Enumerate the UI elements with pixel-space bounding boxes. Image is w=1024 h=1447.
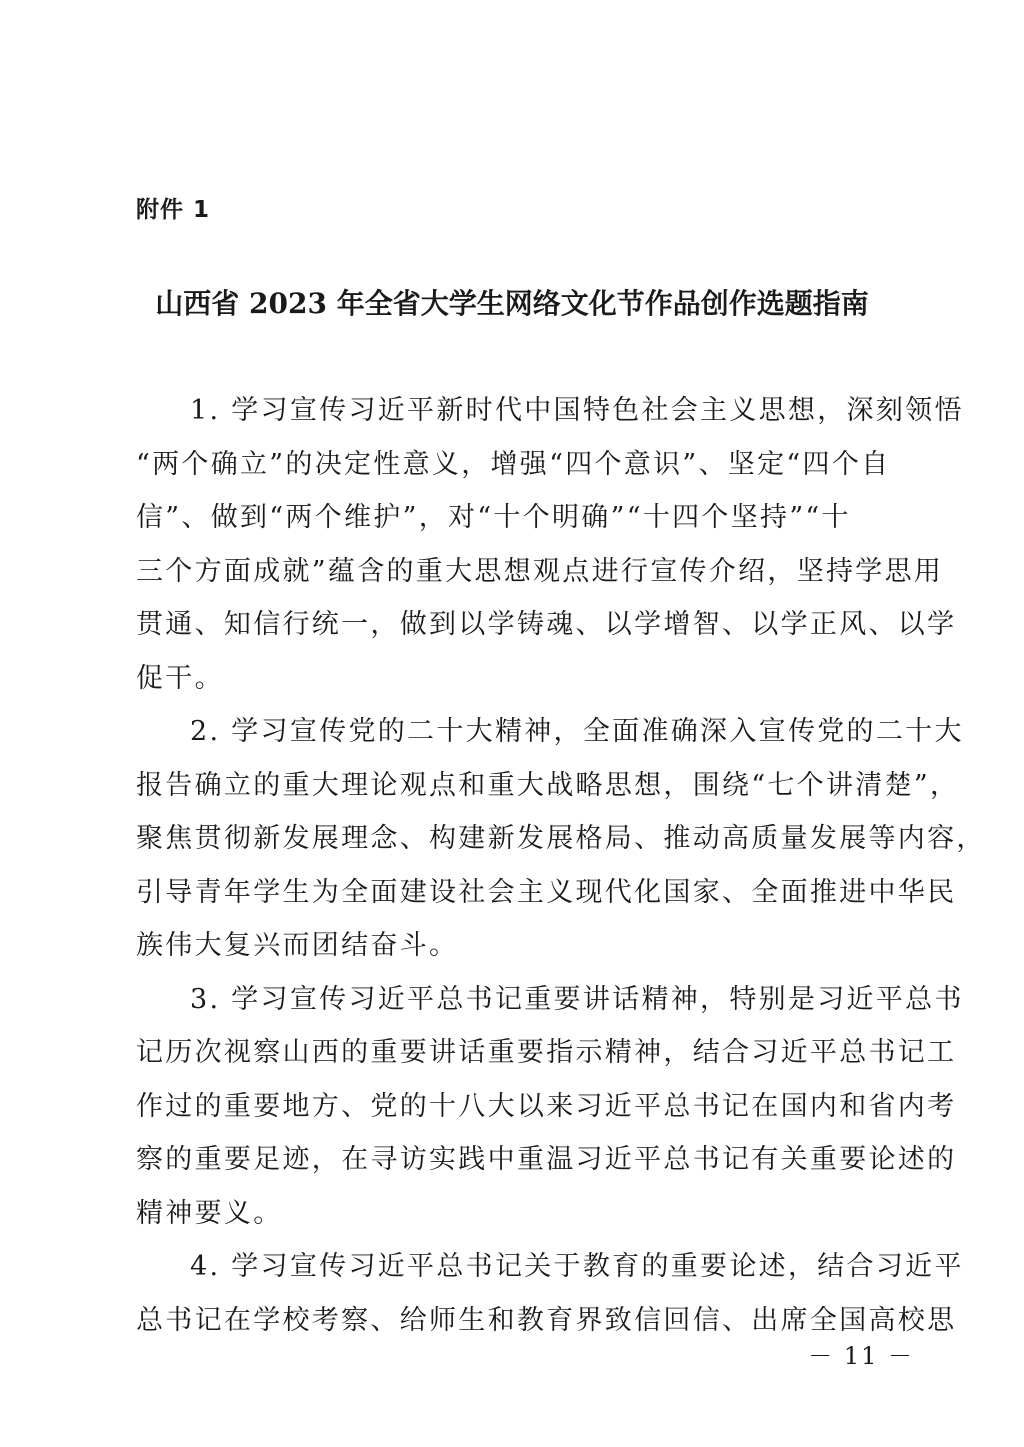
paragraph-line: 信”、做到“两个维护”，对“十个明确”“十四个坚持”“十 [136,502,851,533]
paragraph-line: 族伟大复兴而团结奋斗。 [136,930,459,961]
paragraph-line: 促干。 [136,662,224,694]
document-title: 山西省 2023 年全省大学生网络文化节作品创作选题指南 [155,287,869,320]
paragraph-line: 察的重要足迹，在寻访实践中重温习近平总书记有关重要论述的 [136,1144,957,1175]
paragraph-line: 3. 学习宣传习近平总书记重要讲话精神，特别是习近平总书 [190,983,964,1015]
paragraph-line: 作过的重要地方、党的十八大以来习近平总书记在国内和省内考 [136,1090,957,1122]
paragraph-3 [136,973,964,1241]
paragraph-line: 4. 学习宣传习近平总书记关于教育的重要论述，结合习近平 [190,1251,964,1282]
paragraph-line: 引导青年学生为全面建设社会主义现代化国家、全面推进中华民 [136,876,957,908]
paragraph-line: “两个确立”的决定性意义，增强“四个意识”、坚定“四个自 [136,448,891,480]
paragraph-line: 贯通、知信行统一，做到以学铸魂、以学增智、以学正风、以学 [136,609,957,640]
paragraph-2 [136,705,986,973]
paragraph-line: 报告确立的重大理论观点和重大战略思想，围绕“七个讲清楚”， [136,769,960,801]
paragraph-line: 记历次视察山西的重要讲话重要指示精神，结合习近平总书记工 [136,1037,957,1068]
paragraph-line: 1. 学习宣传习近平新时代中国特色社会主义思想，深刻领悟 [190,395,964,426]
paragraph-line: 聚焦贯彻新发展理念、构建新发展格局、推动高质量发展等内容， [136,823,986,854]
paragraph-line: 总书记在学校考察、给师生和教育界致信回信、出席全国高校思 [136,1304,957,1336]
paragraph-line: 三个方面成就”蕴含的重大思想观点进行宣传介绍，坚持学思用 [136,555,944,587]
paragraph-line: 2. 学习宣传党的二十大精神，全面准确深入宣传党的二十大 [190,716,964,747]
paragraph-1 [136,384,964,705]
paragraph-4 [136,1240,964,1347]
page-number: － 11 － [808,1342,914,1370]
document-body [136,384,986,1347]
paragraph-line: 精神要义。 [136,1197,283,1229]
attachment-label: 附件 1 [136,197,211,223]
